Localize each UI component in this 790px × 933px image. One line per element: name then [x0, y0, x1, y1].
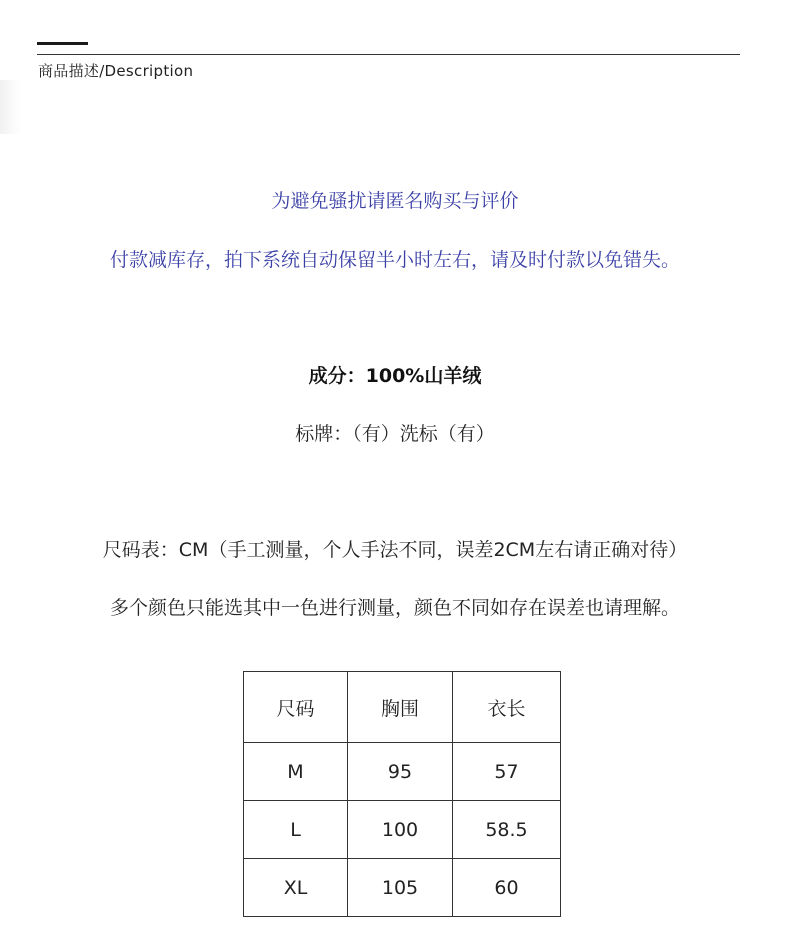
header-chest: 胸围 — [348, 672, 453, 743]
table-row — [244, 743, 561, 801]
chest-cell: 95 — [348, 743, 453, 801]
anonymous-purchase-notice: 为避免骚扰请匿名购买与评价 — [271, 190, 519, 212]
size-chart-note: 尺码表：CM（手工测量，个人手法不同，误差2CM左右请正确对待） — [102, 539, 688, 561]
brand-tags-text: 标牌：（有）洗标（有） — [295, 423, 495, 445]
size-cell: XL — [244, 859, 348, 917]
header-accent-bar — [37, 42, 88, 45]
color-measurement-note: 多个颜色只能选其中一色进行测量，颜色不同如存在误差也请理解。 — [109, 597, 680, 619]
size-table-header-row — [244, 672, 561, 743]
header-divider — [37, 54, 740, 55]
payment-reservation-notice: 付款减库存，拍下系统自动保留半小时左右，请及时付款以免错失。 — [109, 249, 680, 271]
chest-cell: 100 — [348, 801, 453, 859]
size-cell: M — [244, 743, 348, 801]
size-table — [243, 671, 561, 917]
size-cell: L — [244, 801, 348, 859]
chest-cell: 105 — [348, 859, 453, 917]
edge-shadow-decoration — [0, 80, 22, 134]
length-cell: 57 — [453, 743, 561, 801]
section-title: 商品描述/Description — [38, 62, 194, 80]
header-size: 尺码 — [244, 672, 348, 743]
length-cell: 58.5 — [453, 801, 561, 859]
table-row — [244, 859, 561, 917]
length-cell: 60 — [453, 859, 561, 917]
header-length: 衣长 — [453, 672, 561, 743]
table-row — [244, 801, 561, 859]
composition-text: 成分：100%山羊绒 — [308, 365, 482, 387]
